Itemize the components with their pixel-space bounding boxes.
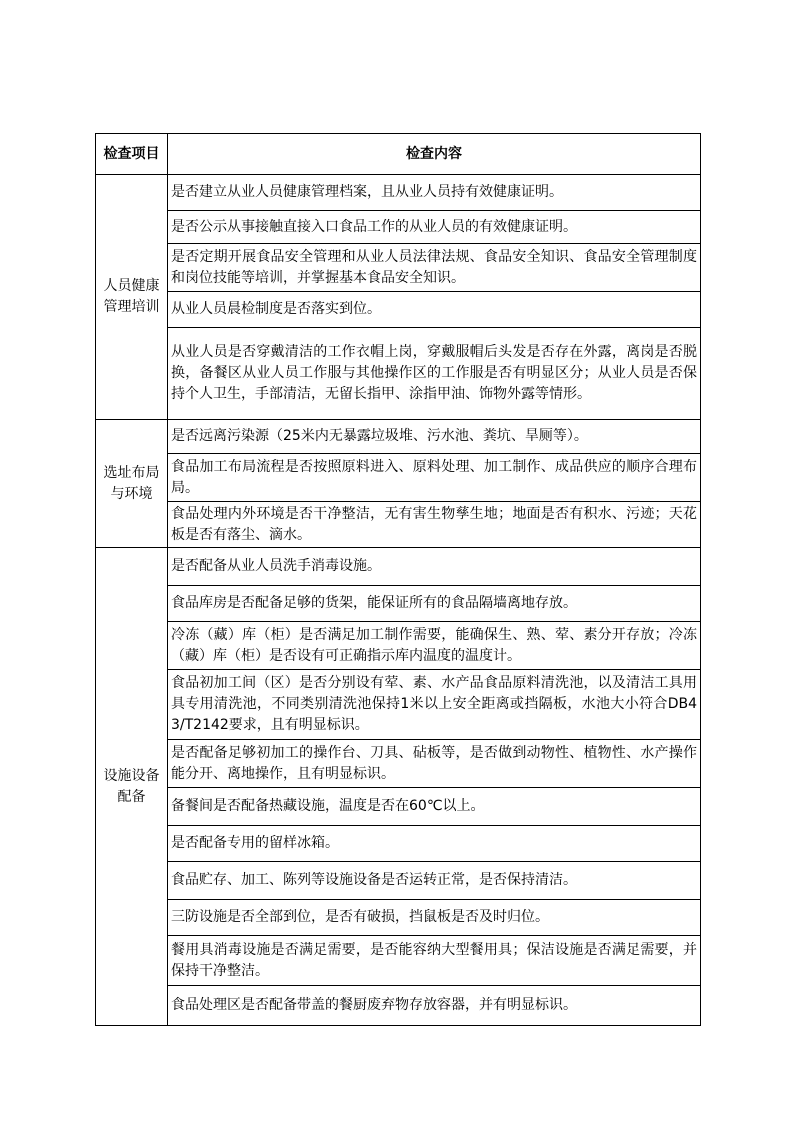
check-item: 是否配备从业人员洗手消毒设施。: [168, 548, 701, 586]
table-row: [96, 862, 701, 900]
check-item: 餐用具消毒设施是否满足需要，是否能容纳大型餐用具；保洁设施是否满足需要，并保持干净整洁。: [168, 936, 701, 986]
table-row: [96, 420, 701, 454]
table-row: [96, 986, 701, 1026]
table-row: [96, 740, 701, 788]
category-site-layout: 选址布局与环境: [96, 420, 168, 548]
check-item: 从业人员是否穿戴清洁的工作衣帽上岗，穿戴服帽后头发是否存在外露，离岗是否脱换，备餐区从业人员工作服与其他操作区的工作服是否有明显区分；从业人员是否保持个人卫生，手部清洁，无留长指甲、涂指甲油、饰物外露等情形。: [168, 328, 701, 420]
check-item: 三防设施是否全部到位，是否有破损，挡鼠板是否及时归位。: [168, 900, 701, 936]
check-item: 是否远离污染源（25米内无暴露垃圾堆、污水池、粪坑、旱厕等）。: [168, 420, 701, 454]
check-item: 是否定期开展食品安全管理和从业人员法律法规、食品安全知识、食品安全管理制度和岗位技能等培训，并掌握基本食品安全知识。: [168, 244, 701, 292]
category-facilities: 设施设备配备: [96, 548, 168, 1026]
check-item: 食品库房是否配备足够的货架，能保证所有的食品隔墙离地存放。: [168, 586, 701, 622]
check-item: 是否配备足够初加工的操作台、刀具、砧板等，是否做到动物性、植物性、水产操作能分开、离地操作，且有明显标识。: [168, 740, 701, 788]
inspection-table: [95, 133, 701, 1026]
table-row: [96, 670, 701, 740]
category-personnel-health: 人员健康管理培训: [96, 175, 168, 420]
check-item: 从业人员晨检制度是否落实到位。: [168, 292, 701, 328]
table-row: [96, 900, 701, 936]
check-item: 是否公示从事接触直接入口食品工作的从业人员的有效健康证明。: [168, 211, 701, 244]
table-row: [96, 175, 701, 211]
check-item: 是否配备专用的留样冰箱。: [168, 826, 701, 862]
table-row: [96, 328, 701, 420]
table-row: [96, 788, 701, 826]
header-inspection-item: 检查项目: [96, 134, 168, 175]
table-row: [96, 936, 701, 986]
check-item: 食品处理内外环境是否干净整洁，无有害生物孳生地；地面是否有积水、污迹；天花板是否有落尘、滴水。: [168, 502, 701, 548]
inspection-sheet: [95, 133, 700, 1026]
header-inspection-content: 检查内容: [168, 134, 701, 175]
table-row: [96, 292, 701, 328]
check-item: 食品初加工间（区）是否分别设有荤、素、水产品食品原料清洗池，以及清洁工具用具专用清洗池，不同类别清洗池保持1米以上安全距离或挡隔板，水池大小符合DB43/T2142要求，且有明显标识。: [168, 670, 701, 740]
check-item: 食品处理区是否配备带盖的餐厨废弃物存放容器，并有明显标识。: [168, 986, 701, 1026]
table-row: [96, 211, 701, 244]
check-item: 食品贮存、加工、陈列等设施设备是否运转正常，是否保持清洁。: [168, 862, 701, 900]
table-row: [96, 454, 701, 502]
table-row: [96, 586, 701, 622]
check-item: 冷冻（藏）库（柜）是否满足加工制作需要，能确保生、熟、荤、素分开存放；冷冻（藏）库（柜）是否设有可正确指示库内温度的温度计。: [168, 622, 701, 670]
table-row: [96, 622, 701, 670]
table-row: [96, 244, 701, 292]
header-row: [96, 134, 701, 175]
table-row: [96, 502, 701, 548]
table-row: [96, 548, 701, 586]
table-row: [96, 826, 701, 862]
check-item: 备餐间是否配备热藏设施，温度是否在60℃以上。: [168, 788, 701, 826]
check-item: 是否建立从业人员健康管理档案，且从业人员持有效健康证明。: [168, 175, 701, 211]
check-item: 食品加工布局流程是否按照原料进入、原料处理、加工制作、成品供应的顺序合理布局。: [168, 454, 701, 502]
